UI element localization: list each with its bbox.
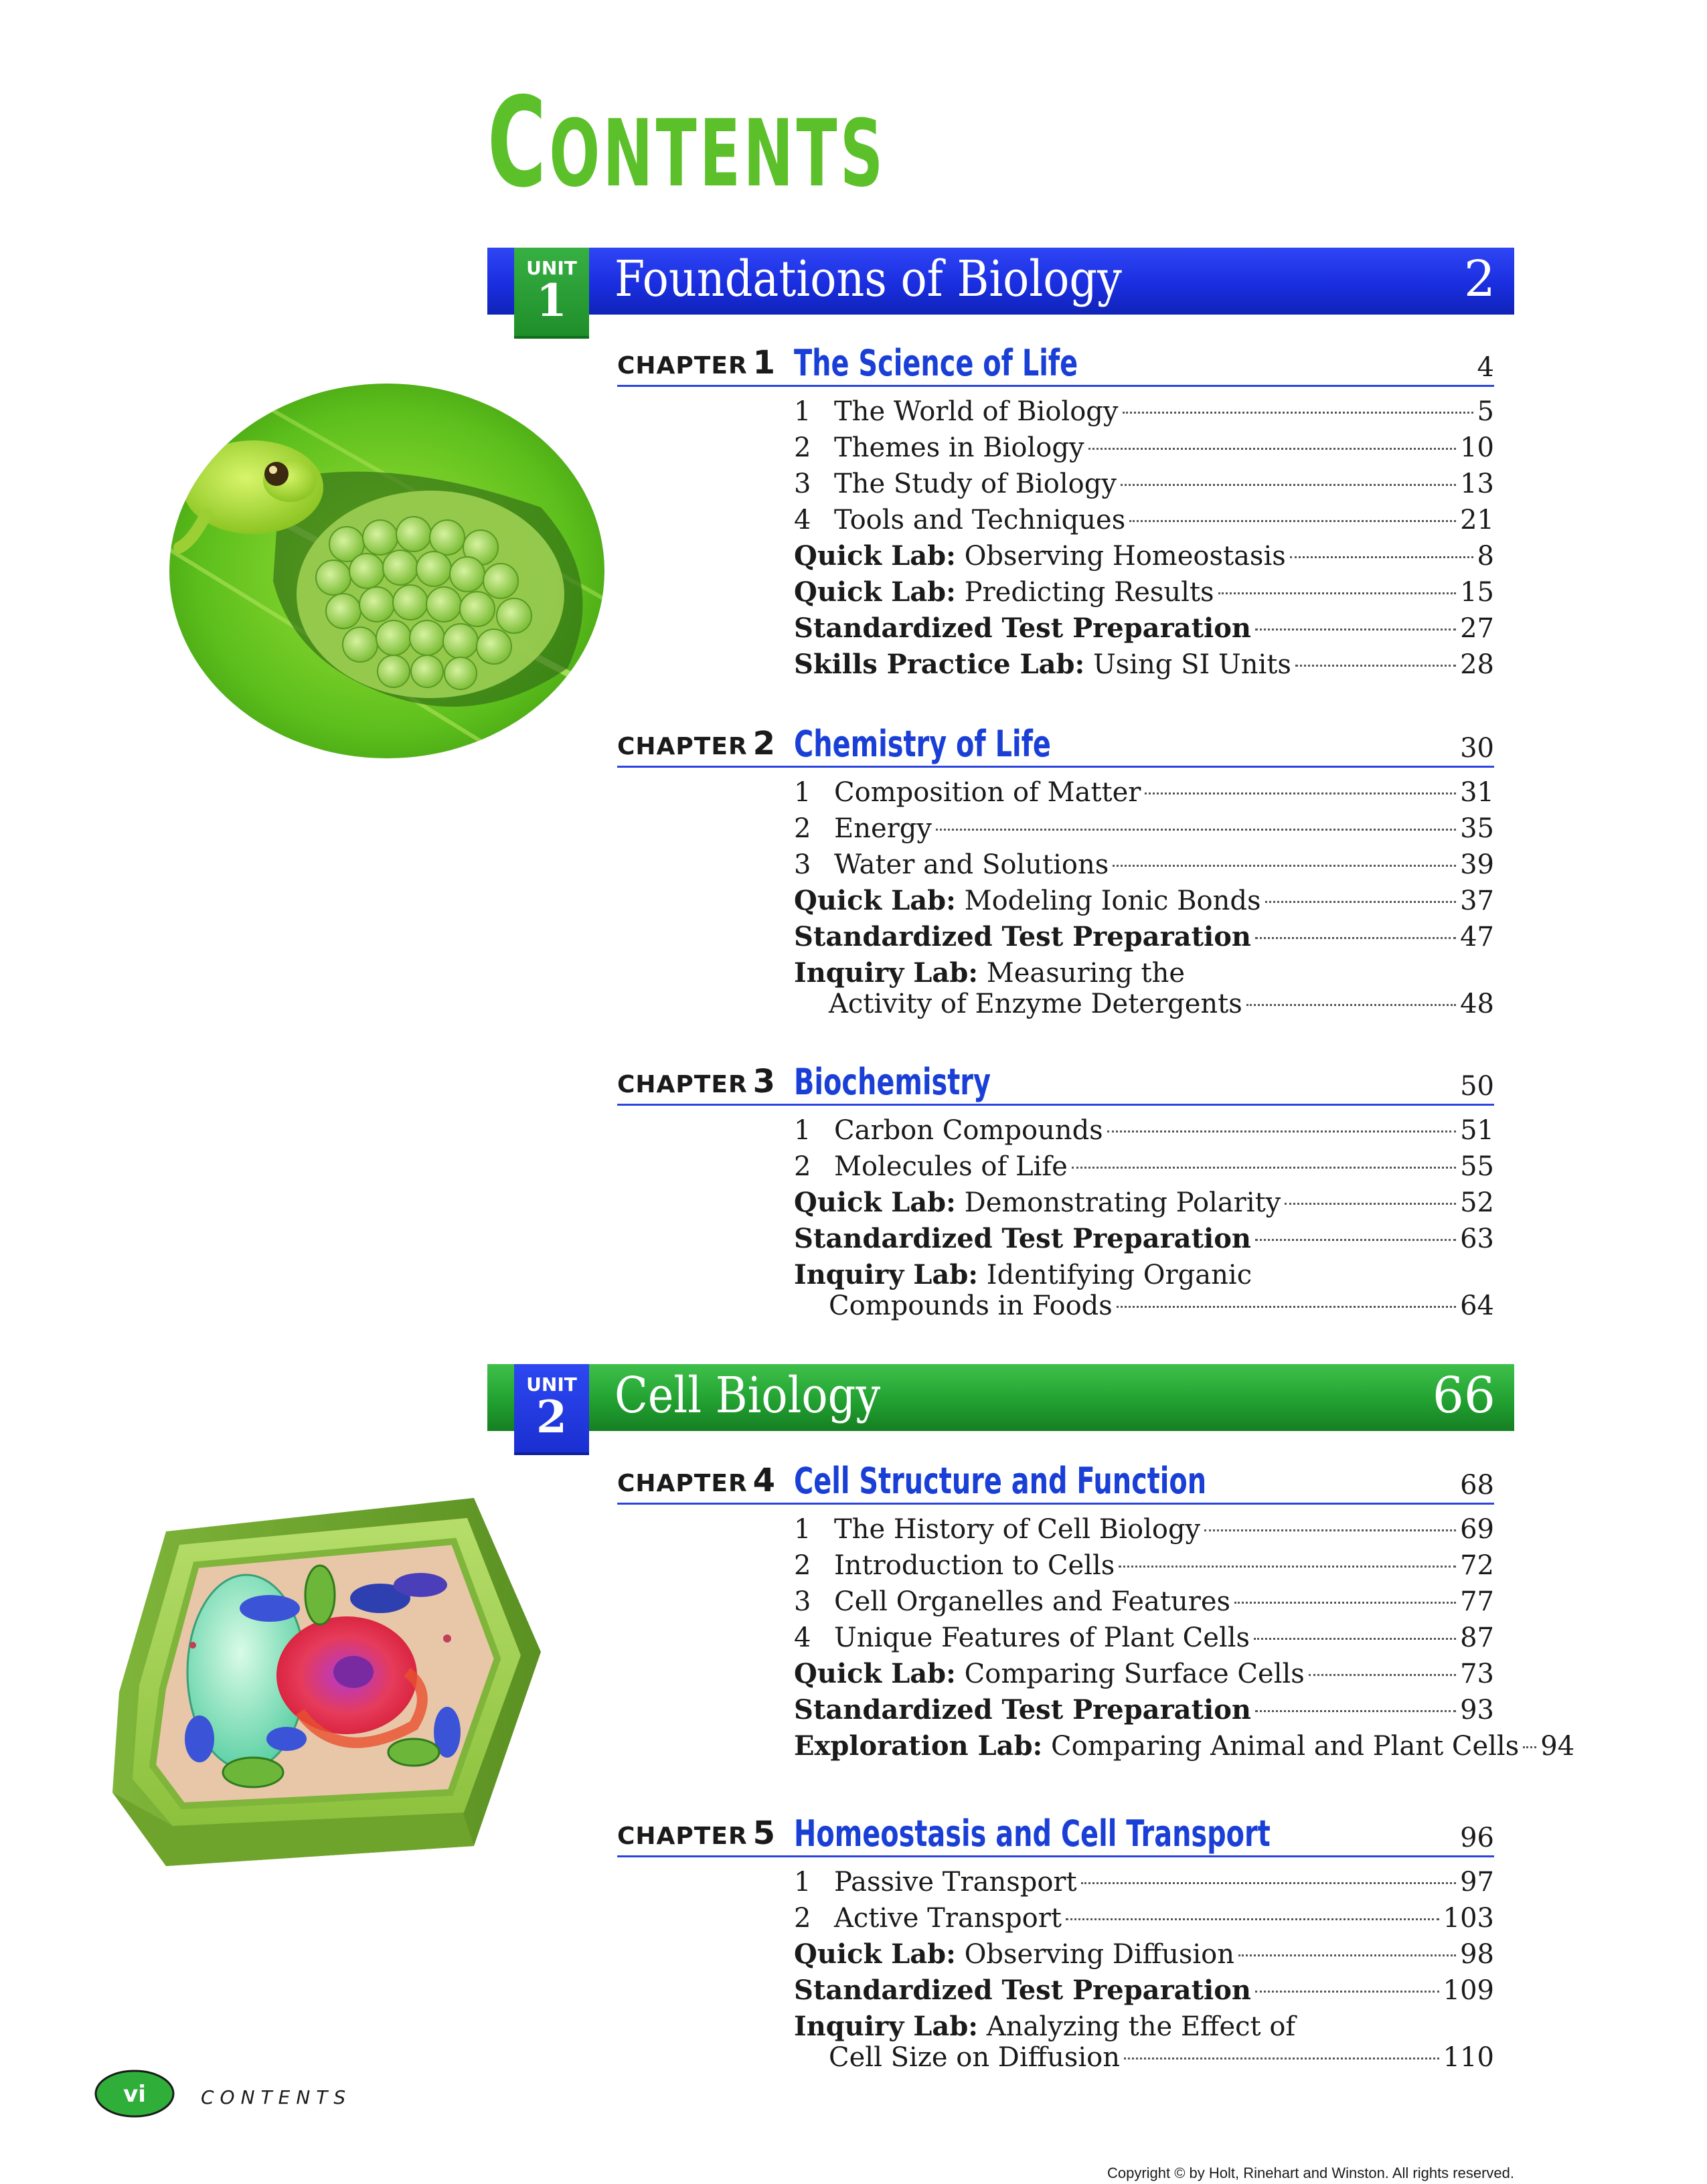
unit-number: 2 xyxy=(536,1391,567,1443)
chapter-3-header[interactable] xyxy=(617,1059,1494,1106)
list-item[interactable]: 1 Passive Transport 97 xyxy=(794,1867,1494,1898)
unit-2-tab xyxy=(514,1364,589,1455)
unit-page: 2 xyxy=(1463,250,1495,308)
chapter-title: Homeostasis and Cell Transport xyxy=(794,1813,1271,1855)
list-item[interactable]: Standardized Test Preparation 93 xyxy=(794,1694,1494,1726)
copyright-text: Copyright © by Holt, Rinehart and Winston. All rights reserved. xyxy=(1107,2165,1514,2181)
list-item[interactable]: Standardized Test Preparation 47 xyxy=(794,921,1494,952)
chapter-page: 4 xyxy=(1477,352,1494,383)
chapter-label: CHAPTER 5 xyxy=(617,1815,777,1852)
chapter-label: CHAPTER 3 xyxy=(617,1063,777,1100)
chapter-label: CHAPTER 4 xyxy=(617,1462,777,1499)
list-item-continued[interactable]: Cell Size on Diffusion 110 xyxy=(829,2042,1494,2073)
title-first-letter: C xyxy=(487,70,550,215)
chapter-label: CHAPTER 1 xyxy=(617,344,777,382)
list-item[interactable]: 4 Unique Features of Plant Cells 87 xyxy=(794,1622,1494,1653)
unit-title: Cell Biology xyxy=(615,1367,881,1424)
unit-2-banner[interactable] xyxy=(487,1364,1514,1443)
list-item[interactable]: 1 The History of Cell Biology 69 xyxy=(794,1514,1494,1545)
list-item[interactable]: 3 Cell Organelles and Features 77 xyxy=(794,1586,1494,1617)
list-item[interactable]: Standardized Test Preparation 63 xyxy=(794,1223,1494,1254)
footer-section-label: CONTENTS xyxy=(201,2086,352,2108)
unit-1-banner[interactable] xyxy=(487,248,1514,327)
list-item[interactable]: 2 Active Transport 103 xyxy=(794,1903,1494,1934)
chapter-title: Chemistry of Life xyxy=(794,723,1051,765)
page-number: vi xyxy=(123,2081,146,2108)
page-title xyxy=(487,70,886,215)
plant-cell-diagram-icon xyxy=(99,1471,568,1866)
chapter-rule xyxy=(617,1104,1494,1106)
list-item[interactable]: 2 Introduction to Cells 72 xyxy=(794,1550,1494,1581)
list-item[interactable]: Quick Lab: Modeling Ionic Bonds 37 xyxy=(794,885,1494,916)
page-number-badge xyxy=(94,2068,175,2119)
list-item[interactable]: 3 The Study of Biology 13 xyxy=(794,469,1494,499)
unit-1-tab xyxy=(514,248,589,339)
chapter-rule xyxy=(617,1503,1494,1505)
list-item[interactable]: Quick Lab: Comparing Surface Cells 73 xyxy=(794,1658,1494,1689)
list-item[interactable]: 2 Energy 35 xyxy=(794,813,1494,844)
unit-page: 66 xyxy=(1432,1367,1495,1424)
list-item[interactable]: 3 Water and Solutions 39 xyxy=(794,849,1494,880)
list-item[interactable]: 1 Carbon Compounds 51 xyxy=(794,1115,1494,1146)
chapter-page: 96 xyxy=(1460,1823,1494,1853)
chapter-label: CHAPTER 2 xyxy=(617,725,777,762)
unit-number: 1 xyxy=(536,274,567,327)
chapter-1-entries xyxy=(794,394,1494,683)
chapter-5-entries xyxy=(794,1864,1494,2076)
list-item[interactable]: 1 Composition of Matter 31 xyxy=(794,777,1494,808)
list-item[interactable]: 2 Themes in Biology 10 xyxy=(794,432,1494,463)
list-item[interactable]: Quick Lab: Predicting Results 15 xyxy=(794,576,1494,608)
chapter-1-header[interactable] xyxy=(617,340,1494,387)
chapter-title: The Science of Life xyxy=(794,342,1078,384)
chapter-3-entries xyxy=(794,1112,1494,1324)
list-item[interactable]: Exploration Lab: Comparing Animal and Plant Cells 94 xyxy=(794,1730,1575,1762)
list-item[interactable]: Inquiry Lab: Identifying Organic xyxy=(794,1259,1252,1290)
chapter-page: 68 xyxy=(1460,1470,1494,1501)
frog-on-leaf-with-eggs-icon xyxy=(166,380,608,762)
chapter-rule xyxy=(617,766,1494,768)
list-item[interactable]: Quick Lab: Demonstrating Polarity 52 xyxy=(794,1187,1494,1218)
chapter-title: Cell Structure and Function xyxy=(794,1460,1207,1502)
unit-label: UNIT xyxy=(526,257,577,279)
chapter-rule xyxy=(617,1855,1494,1857)
list-item-continued[interactable]: Activity of Enzyme Detergents 48 xyxy=(829,989,1494,1019)
list-item[interactable]: Inquiry Lab: Measuring the xyxy=(794,957,1186,989)
chapter-4-header[interactable] xyxy=(617,1458,1494,1505)
chapter-page: 50 xyxy=(1460,1071,1494,1102)
list-item-continued[interactable]: Compounds in Foods 64 xyxy=(829,1290,1494,1321)
chapter-page: 30 xyxy=(1460,733,1494,764)
list-item[interactable]: 2 Molecules of Life 55 xyxy=(794,1151,1494,1182)
title-rest: ONTENTS xyxy=(549,100,886,207)
list-item[interactable]: Standardized Test Preparation 109 xyxy=(794,1975,1494,2006)
chapter-2-entries xyxy=(794,774,1494,1022)
list-item[interactable]: Quick Lab: Observing Homeostasis 8 xyxy=(794,540,1494,572)
unit-label: UNIT xyxy=(526,1373,577,1396)
list-item[interactable]: 4 Tools and Techniques 21 xyxy=(794,505,1494,535)
list-item[interactable]: Inquiry Lab: Analyzing the Effect of xyxy=(794,2011,1296,2042)
list-item[interactable]: 1 The World of Biology 5 xyxy=(794,396,1494,427)
list-item[interactable]: Standardized Test Preparation 27 xyxy=(794,612,1494,644)
list-item[interactable]: Skills Practice Lab: Using SI Units 28 xyxy=(794,649,1494,680)
chapter-rule xyxy=(617,385,1494,387)
chapter-4-entries xyxy=(794,1511,1575,1764)
unit-title: Foundations of Biology xyxy=(615,250,1122,308)
list-item[interactable]: Quick Lab: Observing Diffusion 98 xyxy=(794,1938,1494,1970)
chapter-title: Biochemistry xyxy=(794,1061,991,1103)
chapter-5-header[interactable] xyxy=(617,1811,1494,1857)
chapter-2-header[interactable] xyxy=(617,721,1494,768)
